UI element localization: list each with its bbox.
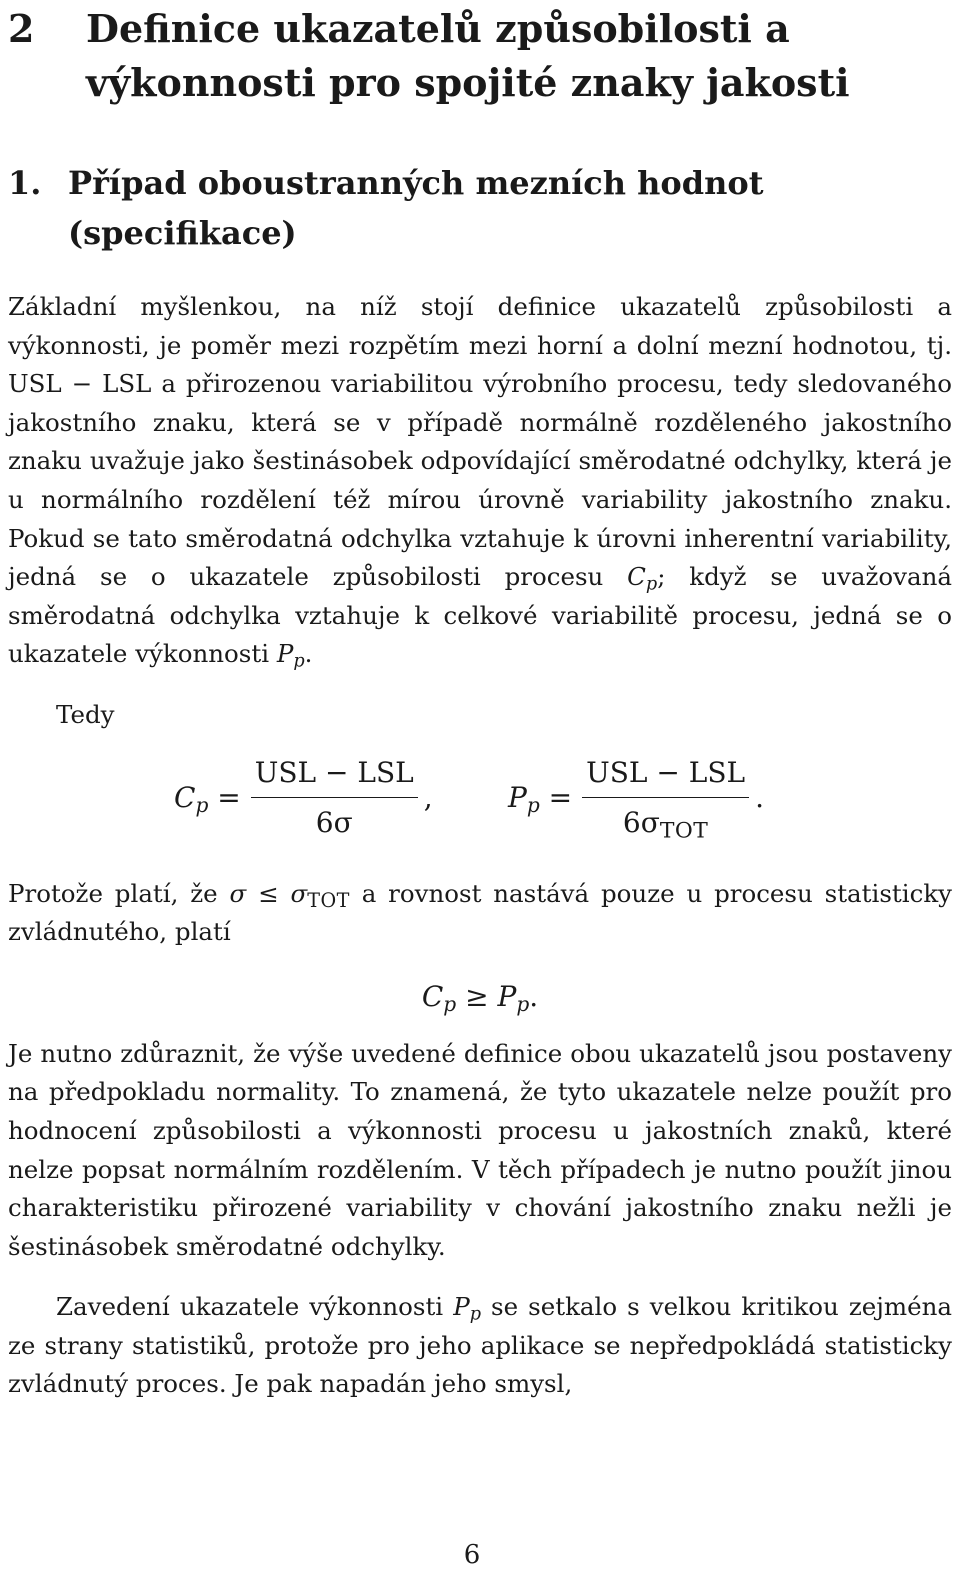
formula-cp xyxy=(174,743,433,853)
geq-sign: ≥ xyxy=(456,979,498,1013)
equals-sign: = xyxy=(539,781,573,815)
symbol-pp: P xyxy=(276,639,294,669)
formula-cp-lhs-subscript: p xyxy=(195,793,209,818)
subsection-number: 1. xyxy=(8,164,42,202)
tedy-line: Tedy xyxy=(56,699,115,729)
formula-display xyxy=(8,743,952,853)
section-heading xyxy=(8,2,952,110)
page-number: 6 xyxy=(463,1540,481,1570)
inequality-display xyxy=(8,979,952,1016)
subsection-title: Případ oboustranných mezních hodnot (specifikace) xyxy=(68,164,764,252)
fraction-pp xyxy=(582,756,749,844)
paragraph-text: se setkalo s velkou kritikou zejména ze strany statistiků, protože pro jeho aplikace se nepředpokládá statisticky zvládnutý proces. Je pak napadán jeho smysl, xyxy=(8,1292,952,1399)
formula-pp-period: . xyxy=(755,781,765,815)
paragraph-text: ; když se uvažovaná směrodatná odchylka vztahuje k celkové variabilitě procesu, jedná se o ukazatele výkonnosti xyxy=(8,562,952,669)
fraction-cp xyxy=(251,756,418,839)
leq-sign: ≤ xyxy=(246,878,291,908)
fraction-pp-denominator xyxy=(622,798,709,844)
paragraph-definition xyxy=(8,288,952,674)
subsection-heading xyxy=(8,158,952,258)
paragraph-text: Protože platí, že xyxy=(8,878,230,908)
formula-cp-lhs: C xyxy=(174,781,196,815)
fraction-pp-denominator-sigma: 6σ xyxy=(622,806,660,840)
paragraph-sigma xyxy=(8,875,952,952)
symbol-sigma-tot-subscript: TOT xyxy=(307,888,350,912)
paragraph-text: Zavedení ukazatele výkonnosti xyxy=(56,1292,454,1322)
section-title: Definice ukazatelů způsobilosti a výkonnosti pro spojité znaky jakosti xyxy=(86,6,850,105)
paragraph-text: . xyxy=(304,639,313,669)
symbol-cp-subscript: p xyxy=(645,574,658,595)
inequality-period: . xyxy=(529,979,539,1013)
inequality-p-subscript: p xyxy=(516,991,530,1016)
section-number: 2 xyxy=(8,6,35,51)
fraction-cp-numerator: USL − LSL xyxy=(251,756,418,798)
fraction-cp-denominator: 6σ xyxy=(315,806,353,840)
inequality-c: C xyxy=(421,979,444,1013)
fraction-pp-denominator-subscript: TOT xyxy=(659,818,709,844)
formula-pp-lhs-subscript: p xyxy=(526,793,540,818)
symbol-pp: P xyxy=(453,1292,470,1322)
symbol-cp: C xyxy=(627,562,646,592)
formula-cp-comma: , xyxy=(423,781,433,815)
symbol-pp-subscript: p xyxy=(293,651,305,672)
fraction-pp-numerator: USL − LSL xyxy=(582,756,749,798)
paragraph-text: a rovnost nastává pouze u procesu statisticky zvládnutého, platí xyxy=(8,878,953,947)
formula-pp xyxy=(508,743,764,853)
document-page xyxy=(8,0,952,1404)
symbol-pp-subscript: p xyxy=(469,1304,481,1325)
symbol-sigma: σ xyxy=(229,878,247,908)
inequality-p: P xyxy=(497,979,517,1013)
paragraph-text: Základní myšlenkou, na níž stojí definice ukazatelů způsobilosti a výkonnosti, je poměr mezi rozpětím mezi horní a dolní mezní hodnotou, tj. USL − LSL a přirozenou variabilitou výrobního procesu, tedy sledovaného jakostního znaku, která se v případě normálně rozděleného jakostního znaku uvažuje jako šestinásobek odpovídající směrodatné odchylky, která je u normálního rozdělení též mírou úrovně variability jakostního znaku. Pokud se tato směrodatná odchylka vztahuje k úrovni inherentní variability, jedná se o ukazatele způsobilosti procesu xyxy=(8,292,952,592)
paragraph-criticism xyxy=(8,1288,952,1404)
formula-pp-lhs: P xyxy=(508,781,527,815)
paragraph-normality: Je nutno zdůraznit, že výše uvedené definice obou ukazatelů jsou postaveny na předpokladu normality. To znamená, že tyto ukazatele nelze použít pro hodnocení způsobilosti a výkonnosti procesu u jakostních znaků, které nelze popsat normálním rozdělením. V těch případech je nutno použít jinou charakteristiku přirozené variability v chování jakostního znaku nežli je šestinásobek směrodatné odchylky. xyxy=(8,1038,952,1261)
symbol-sigma-tot: σ xyxy=(290,878,308,908)
equals-sign: = xyxy=(208,781,241,815)
inequality-c-subscript: p xyxy=(443,991,457,1016)
